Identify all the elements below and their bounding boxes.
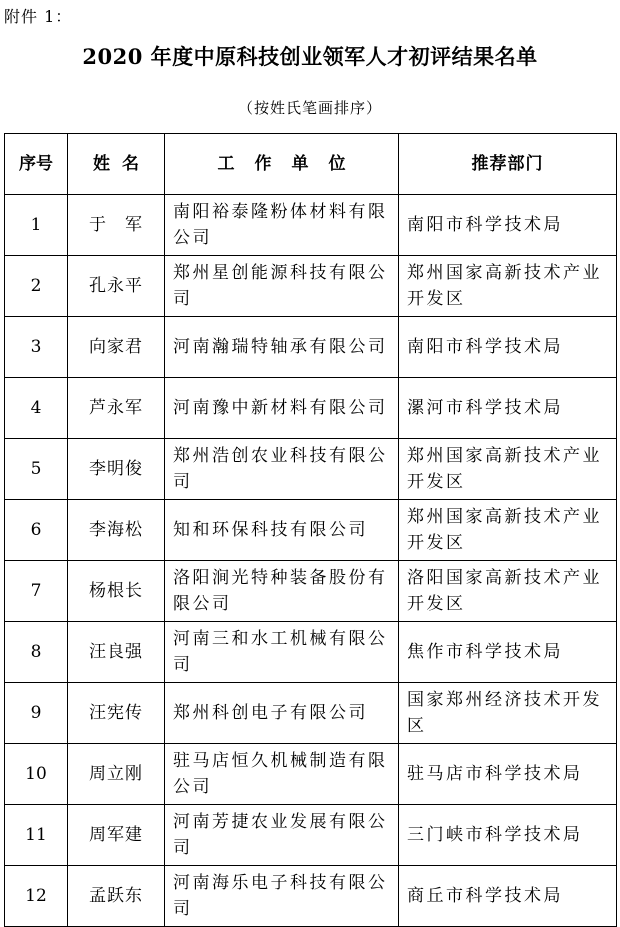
- person-name: 杨根长: [68, 561, 165, 622]
- work-unit: 洛阳涧光特种装备股份有限公司: [165, 561, 399, 622]
- table-row: [5, 866, 617, 927]
- table-header-row: [5, 134, 617, 195]
- work-unit: 知和环保科技有限公司: [165, 500, 399, 561]
- table-row: [5, 805, 617, 866]
- recommending-department: 郑州国家高新技术产业开发区: [399, 256, 617, 317]
- column-header-dept: 推荐部门: [399, 134, 617, 195]
- table-row: [5, 500, 617, 561]
- person-name: 孟跃东: [68, 866, 165, 927]
- person-name: 李海松: [68, 500, 165, 561]
- recommending-department: 南阳市科学技术局: [399, 195, 617, 256]
- work-unit: 河南芳捷农业发展有限公司: [165, 805, 399, 866]
- person-name: 向家君: [68, 317, 165, 378]
- table-row: [5, 317, 617, 378]
- document-subtitle: （按姓氏笔画排序）: [237, 99, 382, 117]
- person-name: 于 军: [68, 195, 165, 256]
- work-unit: 郑州浩创农业科技有限公司: [165, 439, 399, 500]
- row-number: 10: [5, 744, 68, 805]
- column-header-name: 姓名: [68, 134, 165, 195]
- row-number: 9: [5, 683, 68, 744]
- document-title: 2020 年度中原科技创业领军人才初评结果名单: [82, 44, 538, 69]
- person-name: 李明俊: [68, 439, 165, 500]
- column-header-no: 序号: [5, 134, 68, 195]
- row-number: 1: [5, 195, 68, 256]
- table-row: [5, 683, 617, 744]
- person-name: 周军建: [68, 805, 165, 866]
- recommending-department: 洛阳国家高新技术产业开发区: [399, 561, 617, 622]
- recommending-department: 南阳市科学技术局: [399, 317, 617, 378]
- table-row: [5, 195, 617, 256]
- row-number: 2: [5, 256, 68, 317]
- work-unit: 河南豫中新材料有限公司: [165, 378, 399, 439]
- row-number: 6: [5, 500, 68, 561]
- row-number: 3: [5, 317, 68, 378]
- row-number: 12: [5, 866, 68, 927]
- person-name: 芦永军: [68, 378, 165, 439]
- person-name: 孔永平: [68, 256, 165, 317]
- table-row: [5, 622, 617, 683]
- results-table: [4, 133, 617, 927]
- recommending-department: 郑州国家高新技术产业开发区: [399, 439, 617, 500]
- table-row: [5, 561, 617, 622]
- table-row: [5, 744, 617, 805]
- table-row: [5, 378, 617, 439]
- work-unit: 南阳裕泰隆粉体材料有限公司: [165, 195, 399, 256]
- work-unit: 河南三和水工机械有限公司: [165, 622, 399, 683]
- recommending-department: 国家郑州经济技术开发区: [399, 683, 617, 744]
- recommending-department: 漯河市科学技术局: [399, 378, 617, 439]
- recommending-department: 三门峡市科学技术局: [399, 805, 617, 866]
- row-number: 5: [5, 439, 68, 500]
- work-unit: 郑州星创能源科技有限公司: [165, 256, 399, 317]
- person-name: 汪良强: [68, 622, 165, 683]
- recommending-department: 驻马店市科学技术局: [399, 744, 617, 805]
- table-row: [5, 439, 617, 500]
- person-name: 周立刚: [68, 744, 165, 805]
- recommending-department: 郑州国家高新技术产业开发区: [399, 500, 617, 561]
- row-number: 8: [5, 622, 68, 683]
- row-number: 7: [5, 561, 68, 622]
- column-header-unit: 工作单位: [165, 134, 399, 195]
- recommending-department: 焦作市科学技术局: [399, 622, 617, 683]
- work-unit: 驻马店恒久机械制造有限公司: [165, 744, 399, 805]
- recommending-department: 商丘市科学技术局: [399, 866, 617, 927]
- row-number: 11: [5, 805, 68, 866]
- work-unit: 郑州科创电子有限公司: [165, 683, 399, 744]
- attachment-label: 附件 1：: [4, 7, 73, 26]
- table-row: [5, 256, 617, 317]
- work-unit: 河南瀚瑞特轴承有限公司: [165, 317, 399, 378]
- work-unit: 河南海乐电子科技有限公司: [165, 866, 399, 927]
- person-name: 汪宪传: [68, 683, 165, 744]
- row-number: 4: [5, 378, 68, 439]
